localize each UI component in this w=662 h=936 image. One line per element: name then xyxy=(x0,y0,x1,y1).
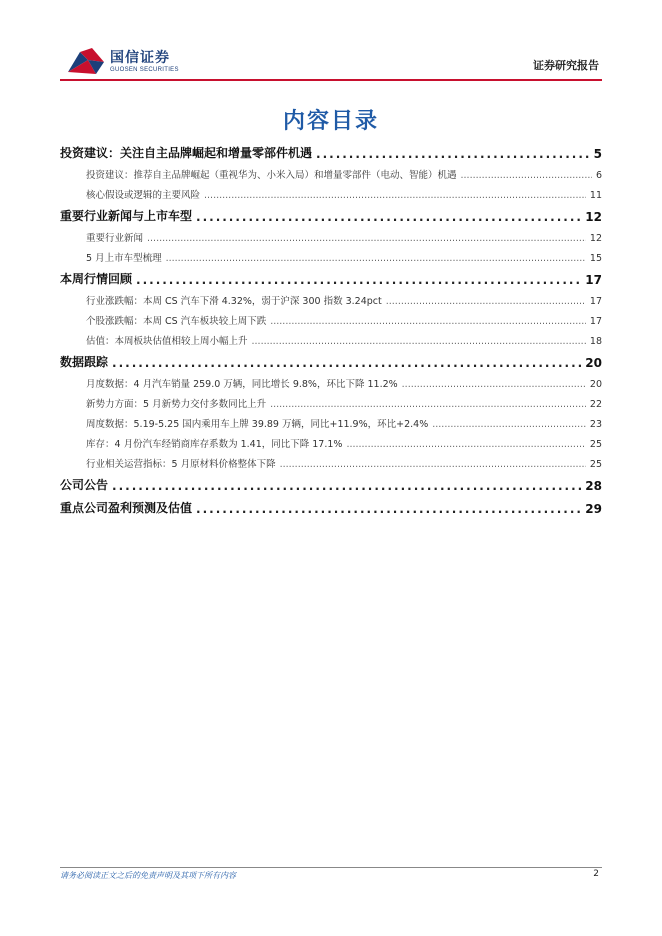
toc-page-number: 20 xyxy=(585,356,602,370)
toc-dot-leader xyxy=(204,190,586,204)
toc-page-number: 12 xyxy=(585,210,602,224)
toc-page-number: 23 xyxy=(589,419,602,430)
toc-subsection-entry[interactable] xyxy=(60,413,602,433)
toc-entry-title: 公司公告 xyxy=(60,478,109,492)
toc-page-number: 5 xyxy=(593,147,602,161)
toc-entry-title: 投资建议：推荐自主品牌崛起（重视华为、小米入局）和增量零部件（电动、智能）机遇 xyxy=(86,170,457,181)
toc-section-entry[interactable] xyxy=(60,204,602,227)
toc-dot-leader xyxy=(346,439,585,453)
toc-page-number: 25 xyxy=(589,459,602,470)
toc-page-number: 11 xyxy=(589,190,602,201)
toc-subsection-entry[interactable] xyxy=(60,227,602,247)
toc-section-entry[interactable] xyxy=(60,496,602,519)
toc-subsection-entry[interactable] xyxy=(60,247,602,267)
toc-dot-leader xyxy=(252,336,586,350)
toc-entry-title: 库存：4 月份汽车经销商库存系数为 1.41，同比下降 17.1% xyxy=(86,439,343,450)
toc-subsection-entry[interactable] xyxy=(60,453,602,473)
toc-entry-title: 投资建议：关注自主品牌崛起和增量零部件机遇 xyxy=(60,146,313,160)
toc-subsection-entry[interactable] xyxy=(60,164,602,184)
logo-chinese-name: 国信证券 xyxy=(110,50,170,66)
toc-section-entry[interactable] xyxy=(60,141,602,164)
document-type-label: 证券研究报告 xyxy=(533,59,599,72)
toc-dot-leader xyxy=(270,316,586,330)
toc-subsection-entry[interactable] xyxy=(60,290,602,310)
toc-entry-title: 周度数据：5.19-5.25 国内乘用车上牌 39.89 万辆，同比+11.9%，环比+2.4% xyxy=(86,419,429,430)
company-logo xyxy=(66,46,206,78)
toc-page-number: 25 xyxy=(589,439,602,450)
toc-page-number: 17 xyxy=(585,273,602,287)
toc-entry-title: 行业相关运营指标：5 月原材料价格整体下降 xyxy=(86,459,276,470)
toc-dot-leader xyxy=(402,379,586,393)
table-of-contents xyxy=(60,141,602,519)
toc-subsection-entry[interactable] xyxy=(60,433,602,453)
guosen-logo-icon xyxy=(66,46,106,78)
toc-dot-leader xyxy=(386,296,586,310)
toc-subsection-entry[interactable] xyxy=(60,373,602,393)
toc-section-entry[interactable] xyxy=(60,473,602,496)
toc-subsection-entry[interactable] xyxy=(60,330,602,350)
toc-subsection-entry[interactable] xyxy=(60,393,602,413)
toc-page-number: 12 xyxy=(589,233,602,244)
toc-dot-leader xyxy=(432,419,586,433)
toc-entry-title: 本周行情回顾 xyxy=(60,272,133,286)
page-number: 2 xyxy=(593,869,599,879)
toc-page-number: 28 xyxy=(585,479,602,493)
toc-entry-title: 重要行业新闻 xyxy=(86,233,144,244)
toc-dot-leader xyxy=(136,273,581,290)
toc-dot-leader xyxy=(461,170,592,184)
toc-subsection-entry[interactable] xyxy=(60,310,602,330)
toc-dot-leader xyxy=(196,210,581,227)
toc-entry-title: 5 月上市车型梳理 xyxy=(86,253,162,264)
toc-page-number: 17 xyxy=(589,296,602,307)
toc-dot-leader xyxy=(280,459,586,473)
toc-entry-title: 月度数据：4 月汽车销量 259.0 万辆，同比增长 9.8%，环比下降 11.2% xyxy=(86,379,398,390)
toc-entry-title: 重要行业新闻与上市车型 xyxy=(60,209,193,223)
page-header xyxy=(0,0,662,82)
toc-dot-leader xyxy=(166,253,586,267)
toc-subsection-entry[interactable] xyxy=(60,184,602,204)
toc-entry-title: 行业涨跌幅：本周 CS 汽车下滑 4.32%，弱于沪深 300 指数 3.24pct xyxy=(86,296,382,307)
toc-page-number: 22 xyxy=(589,399,602,410)
toc-page-number: 6 xyxy=(595,170,602,181)
header-divider xyxy=(60,79,602,81)
toc-entry-title: 数据跟踪 xyxy=(60,355,109,369)
toc-entry-title: 新势力方面：5 月新势力交付多数同比上升 xyxy=(86,399,267,410)
toc-page-number: 20 xyxy=(589,379,602,390)
toc-entry-title: 个股涨跌幅：本周 CS 汽车板块较上周下跌 xyxy=(86,316,267,327)
footer-disclaimer: 请务必阅读正文之后的免责声明及其项下所有内容 xyxy=(60,871,236,880)
toc-entry-title: 核心假设或逻辑的主要风险 xyxy=(86,190,201,201)
toc-entry-title: 重点公司盈利预测及估值 xyxy=(60,501,193,515)
toc-dot-leader xyxy=(270,399,586,413)
toc-dot-leader xyxy=(147,233,586,247)
toc-dot-leader xyxy=(316,147,590,164)
footer-divider xyxy=(60,867,602,868)
toc-dot-leader xyxy=(112,356,581,373)
logo-english-name: GUOSEN SECURITIES xyxy=(110,67,179,73)
toc-dot-leader xyxy=(196,502,581,519)
toc-section-entry[interactable] xyxy=(60,267,602,290)
toc-page-number: 29 xyxy=(585,502,602,516)
toc-dot-leader xyxy=(112,479,581,496)
toc-entry-title: 估值：本周板块估值相较上周小幅上升 xyxy=(86,336,248,347)
toc-page-number: 18 xyxy=(589,336,602,347)
toc-page-number: 17 xyxy=(589,316,602,327)
toc-section-entry[interactable] xyxy=(60,350,602,373)
toc-page-number: 15 xyxy=(589,253,602,264)
page-title: 内容目录 xyxy=(282,109,379,134)
